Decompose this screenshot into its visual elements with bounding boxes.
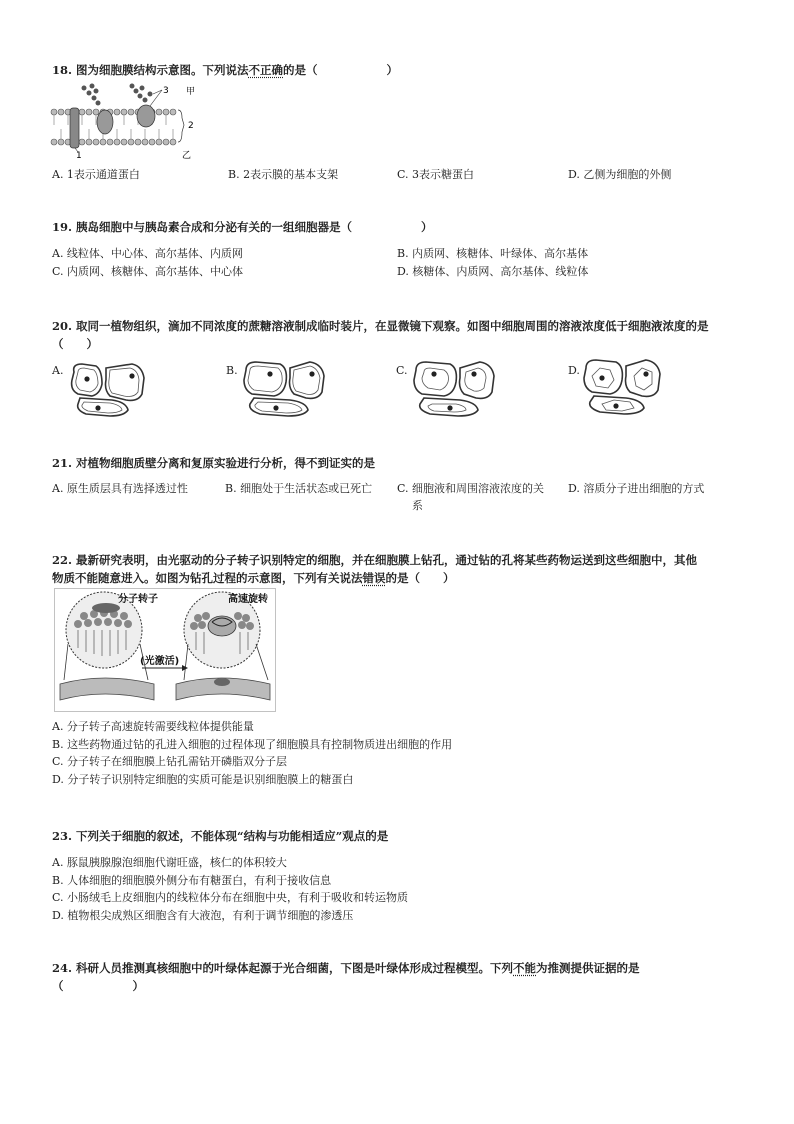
q20-option-c: C. — [396, 364, 408, 377]
molecular-rotor-figure — [54, 588, 276, 712]
fig-label-2: 2 — [188, 121, 194, 131]
q22-options — [52, 718, 752, 788]
q24-stem-bracket: （ ） — [52, 979, 144, 993]
q23-option-c: C. 小肠绒毛上皮细胞内的线粒体分布在细胞中央，有利于吸收和转运物质 — [52, 891, 409, 904]
q21-option-d: D. 溶质分子进出细胞的方式 — [568, 482, 705, 495]
q18-option-a: A. 1表示通道蛋白 — [52, 168, 140, 181]
q19-option-c: C. 内质网、核糖体、高尔基体、中心体 — [52, 265, 244, 278]
q20-option-d: D. — [568, 364, 580, 377]
fig-label-light: (光激活) — [140, 656, 180, 667]
fig-label-1: 1 — [76, 151, 82, 160]
q22-option-b: B. 这些药物通过钻的孔进入细胞的过程体现了细胞膜具有控制物质进出细胞的作用 — [52, 737, 453, 751]
q18-option-b: B. 2表示膜的基本支架 — [228, 168, 339, 181]
q20-stem: 20. 取同一植物组织，滴加不同浓度的蔗糖溶液制成临时装片，在显微镜下观察。如图中细胞周围的溶液浓度低于细胞液浓度的是 — [52, 319, 709, 333]
fig-label-3: 3 — [163, 86, 169, 96]
q20-figure-a — [66, 360, 166, 418]
q21-stem: 21. 对植物细胞质壁分离和复原实验进行分析，得不到证实的是 — [52, 456, 376, 470]
q19-option-d: D. 核糖体、内质网、高尔基体、线粒体 — [397, 265, 589, 278]
q22-stem-line2: 物质不能随意进入。如图为钻孔过程的示意图，下列有关说法错误的是（ ） — [52, 571, 455, 585]
q20-stem-bracket: （ ） — [52, 337, 98, 351]
q21-option-c-wrap: 系 — [412, 499, 423, 512]
q23-option-d: D. 植物根尖成熟区细胞含有大液泡，有利于调节细胞的渗透压 — [52, 908, 354, 922]
q21-option-b: B. 细胞处于生活状态或已死亡 — [225, 482, 373, 495]
q19-option-a: A. 线粒体、中心体、高尔基体、内质网 — [52, 247, 243, 260]
q23-option-a: A. 豚鼠胰腺腺泡细胞代谢旺盛，核仁的体积较大 — [52, 856, 287, 869]
q20-figure-d — [580, 358, 680, 418]
q21-option-c: C. 细胞液和周围溶液浓度的关 — [397, 482, 545, 495]
q18-option-c: C. 3表示糖蛋白 — [397, 168, 475, 181]
q20-option-a: A. — [52, 364, 64, 377]
fig-label-jia: 甲 — [186, 87, 196, 97]
fig-label-spin: 高速旋转 — [228, 594, 268, 605]
q22-option-a: A. 分子转子高速旋转需要线粒体提供能量 — [52, 720, 254, 733]
q20-figure-b — [240, 360, 340, 418]
cell-membrane-figure — [50, 80, 210, 160]
q18-option-d: D. 乙侧为细胞的外侧 — [568, 168, 672, 181]
q22-option-d: D. 分子转子识别特定细胞的实质可能是识别细胞膜上的糖蛋白 — [52, 772, 354, 786]
q23-option-b: B. 人体细胞的细胞膜外侧分布有糖蛋白，有利于接收信息 — [52, 873, 332, 887]
q22-option-c: C. 分子转子在细胞膜上钻孔需钻开磷脂双分子层 — [52, 755, 288, 768]
q18-stem: 18. 图为细胞膜结构示意图。下列说法不正确的是（ ） — [52, 63, 399, 77]
q19-stem: 19. 胰岛细胞中与胰岛素合成和分泌有关的一组细胞器是（ ） — [52, 220, 433, 234]
q20-figure-c — [410, 360, 510, 418]
q22-stem: 22. 最新研究表明，由光驱动的分子转子识别特定的细胞，并在细胞膜上钻孔，通过钻的孔将某些药物运送到这些细胞中，其他 — [52, 553, 698, 567]
q20-option-b: B. — [226, 364, 238, 377]
fig-label-yi: 乙 — [182, 151, 192, 160]
q21-option-a: A. 原生质层具有选择透过性 — [52, 482, 188, 495]
q23-options — [52, 854, 752, 924]
q23-stem: 23. 下列关于细胞的叙述，不能体现“结构与功能相适应”观点的是 — [52, 829, 389, 843]
q24-stem: 24. 科研人员推测真核细胞中的叶绿体起源于光合细菌，下图是叶绿体形成过程模型。下列不能为推测提供证据的是 — [52, 961, 640, 975]
glycan-chains — [82, 84, 153, 106]
fig-label-rotor: 分子转子 — [118, 594, 158, 605]
q19-option-b: B. 内质网、核糖体、叶绿体、高尔基体 — [397, 247, 589, 260]
